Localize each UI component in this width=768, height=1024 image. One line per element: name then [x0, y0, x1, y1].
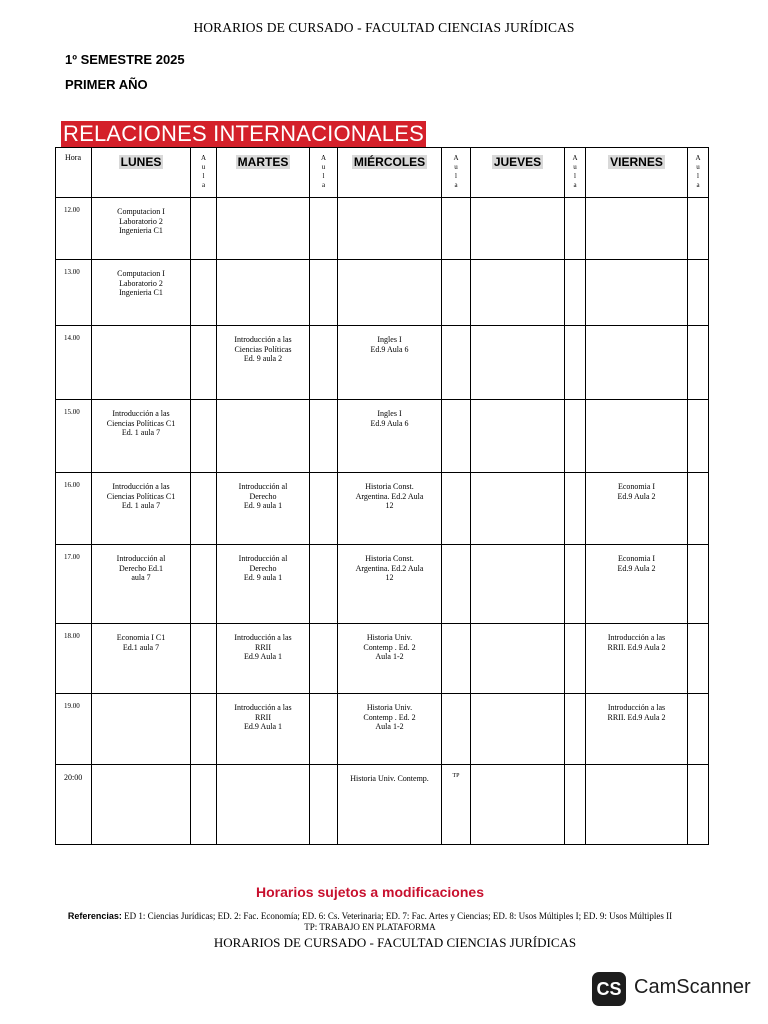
- class-cell: Computacion I Laboratorio 2 Ingenieria C1: [92, 260, 191, 326]
- class-cell: [471, 545, 565, 624]
- career-banner: RELACIONES INTERNACIONALES: [63, 121, 424, 146]
- aula-cell: [565, 198, 586, 260]
- aula-cell: [310, 326, 338, 400]
- time-cell: 13.00: [56, 260, 92, 326]
- aula-cell: [688, 260, 709, 326]
- class-cell: Introducción a las RRII Ed.9 Aula 1: [217, 694, 310, 765]
- aula-cell: [191, 473, 217, 545]
- aula-cell: [191, 694, 217, 765]
- class-cell: Introducción al Derecho Ed. 9 aula 1: [217, 473, 310, 545]
- modification-notice: Horarios sujetos a modificaciones: [256, 884, 484, 900]
- class-cell: [217, 198, 310, 260]
- time-cell: 12.00: [56, 198, 92, 260]
- time-cell: 19.00: [56, 694, 92, 765]
- table-row: [56, 326, 709, 400]
- class-cell: [92, 694, 191, 765]
- class-cell: [338, 260, 442, 326]
- table-row: [56, 260, 709, 326]
- references: [0, 911, 740, 921]
- day-header: JUEVES: [471, 148, 565, 198]
- tp-note: TP: TRABAJO EN PLATAFORMA: [304, 922, 436, 932]
- aula-cell: [565, 624, 586, 694]
- class-cell: Introducción a las Ciencias Políticas C1 Ed. 1 aula 7: [92, 473, 191, 545]
- aula-cell: TP: [442, 765, 471, 845]
- aula-cell: [310, 400, 338, 473]
- aula-cell: [442, 326, 471, 400]
- class-cell: Historia Const. Argentina. Ed.2 Aula 12: [338, 545, 442, 624]
- class-cell: Introducción al Derecho Ed.1 aula 7: [92, 545, 191, 624]
- class-cell: Introducción a las Ciencias Políticas C1 Ed. 1 aula 7: [92, 400, 191, 473]
- aula-cell: [442, 545, 471, 624]
- aula-header: A u l a: [565, 148, 586, 198]
- aula-cell: [565, 545, 586, 624]
- header-row: [56, 148, 709, 198]
- table-row: [56, 765, 709, 845]
- class-cell: [586, 198, 688, 260]
- aula-cell: [191, 260, 217, 326]
- class-cell: [586, 765, 688, 845]
- class-cell: [471, 198, 565, 260]
- day-header: MARTES: [217, 148, 310, 198]
- class-cell: [92, 326, 191, 400]
- class-cell: [471, 473, 565, 545]
- aula-cell: [191, 545, 217, 624]
- aula-cell: [191, 198, 217, 260]
- class-cell: [586, 260, 688, 326]
- class-cell: [217, 260, 310, 326]
- aula-cell: [191, 765, 217, 845]
- document-title-footer: HORARIOS DE CURSADO - FACULTAD CIENCIAS JURÍDICAS: [213, 935, 577, 950]
- aula-cell: [310, 198, 338, 260]
- aula-cell: [442, 260, 471, 326]
- time-cell: 15.00: [56, 400, 92, 473]
- class-cell: Ingles I Ed.9 Aula 6: [338, 400, 442, 473]
- class-cell: [471, 624, 565, 694]
- schedule-table: [55, 147, 709, 845]
- semester-label: 1º SEMESTRE 2025: [65, 52, 185, 67]
- aula-cell: [310, 473, 338, 545]
- aula-header: A u l a: [310, 148, 338, 198]
- hora-header: Hora: [56, 148, 92, 198]
- class-cell: [217, 400, 310, 473]
- class-cell: Historia Univ. Contemp . Ed. 2 Aula 1-2: [338, 624, 442, 694]
- time-cell: 18.00: [56, 624, 92, 694]
- class-cell: Ingles I Ed.9 Aula 6: [338, 326, 442, 400]
- aula-cell: [565, 473, 586, 545]
- class-cell: Introducción a las RRII Ed.9 Aula 1: [217, 624, 310, 694]
- aula-cell: [688, 765, 709, 845]
- table-row: [56, 624, 709, 694]
- aula-cell: [565, 400, 586, 473]
- class-cell: Historia Univ. Contemp . Ed. 2 Aula 1-2: [338, 694, 442, 765]
- aula-cell: [565, 765, 586, 845]
- camscanner-logo-icon: CS: [592, 972, 626, 1006]
- class-cell: Historia Univ. Contemp.: [338, 765, 442, 845]
- aula-cell: [191, 400, 217, 473]
- class-cell: [338, 198, 442, 260]
- class-cell: Introducción al Derecho Ed. 9 aula 1: [217, 545, 310, 624]
- class-cell: Introducción a las RRII. Ed.9 Aula 2: [586, 624, 688, 694]
- aula-cell: [688, 473, 709, 545]
- aula-cell: [310, 624, 338, 694]
- aula-cell: [442, 624, 471, 694]
- class-cell: Economia I Ed.9 Aula 2: [586, 473, 688, 545]
- aula-cell: [442, 400, 471, 473]
- class-cell: Introducción a las RRII. Ed.9 Aula 2: [586, 694, 688, 765]
- class-cell: Historia Const. Argentina. Ed.2 Aula 12: [338, 473, 442, 545]
- day-header: LUNES: [92, 148, 191, 198]
- aula-cell: [310, 694, 338, 765]
- aula-cell: [442, 198, 471, 260]
- class-cell: Introducción a las Ciencias Políticas Ed. 9 aula 2: [217, 326, 310, 400]
- class-cell: [471, 400, 565, 473]
- class-cell: Economia I C1 Ed.1 aula 7: [92, 624, 191, 694]
- aula-cell: [688, 694, 709, 765]
- class-cell: [471, 694, 565, 765]
- references-label: Referencias:: [67, 911, 122, 921]
- aula-cell: [191, 326, 217, 400]
- class-cell: [471, 765, 565, 845]
- camscanner-brand: CamScanner: [634, 976, 751, 998]
- aula-header: A u l a: [191, 148, 217, 198]
- class-cell: [586, 326, 688, 400]
- aula-cell: [565, 326, 586, 400]
- table-row: [56, 545, 709, 624]
- day-header: MIÉRCOLES: [338, 148, 442, 198]
- aula-cell: [310, 545, 338, 624]
- aula-cell: [310, 260, 338, 326]
- table-row: [56, 400, 709, 473]
- aula-cell: [191, 624, 217, 694]
- time-cell: 14.00: [56, 326, 92, 400]
- class-cell: [471, 260, 565, 326]
- time-cell: 17.00: [56, 545, 92, 624]
- table-row: [56, 473, 709, 545]
- aula-cell: [688, 326, 709, 400]
- class-cell: [217, 765, 310, 845]
- aula-cell: [565, 694, 586, 765]
- aula-cell: [442, 694, 471, 765]
- aula-cell: [688, 198, 709, 260]
- table-row: [56, 694, 709, 765]
- class-cell: [471, 326, 565, 400]
- year-label: PRIMER AÑO: [65, 77, 148, 92]
- class-cell: [586, 400, 688, 473]
- aula-cell: [688, 400, 709, 473]
- aula-cell: [688, 624, 709, 694]
- document-title: HORARIOS DE CURSADO - FACULTAD CIENCIAS JURÍDICAS: [193, 20, 575, 35]
- aula-cell: [565, 260, 586, 326]
- references-text: ED 1: Ciencias Jurídicas; ED. 2: Fac. Economía; ED. 6: Cs. Veterinaria; ED. 7: Fac. Artes y Ciencias; ED. 8: Usos Múltiples I; ED. 9: Usos Múltiples II: [121, 911, 673, 921]
- class-cell: Computacion I Laboratorio 2 Ingenieria C1: [92, 198, 191, 260]
- aula-cell: [688, 545, 709, 624]
- class-cell: [92, 765, 191, 845]
- aula-cell: [310, 765, 338, 845]
- aula-header: A u l a: [688, 148, 709, 198]
- time-cell: 16.00: [56, 473, 92, 545]
- aula-header: A u l a: [442, 148, 471, 198]
- class-cell: Economia I Ed.9 Aula 2: [586, 545, 688, 624]
- time-cell: 20:00: [56, 765, 92, 845]
- day-header: VIERNES: [586, 148, 688, 198]
- aula-cell: [442, 473, 471, 545]
- table-row: [56, 198, 709, 260]
